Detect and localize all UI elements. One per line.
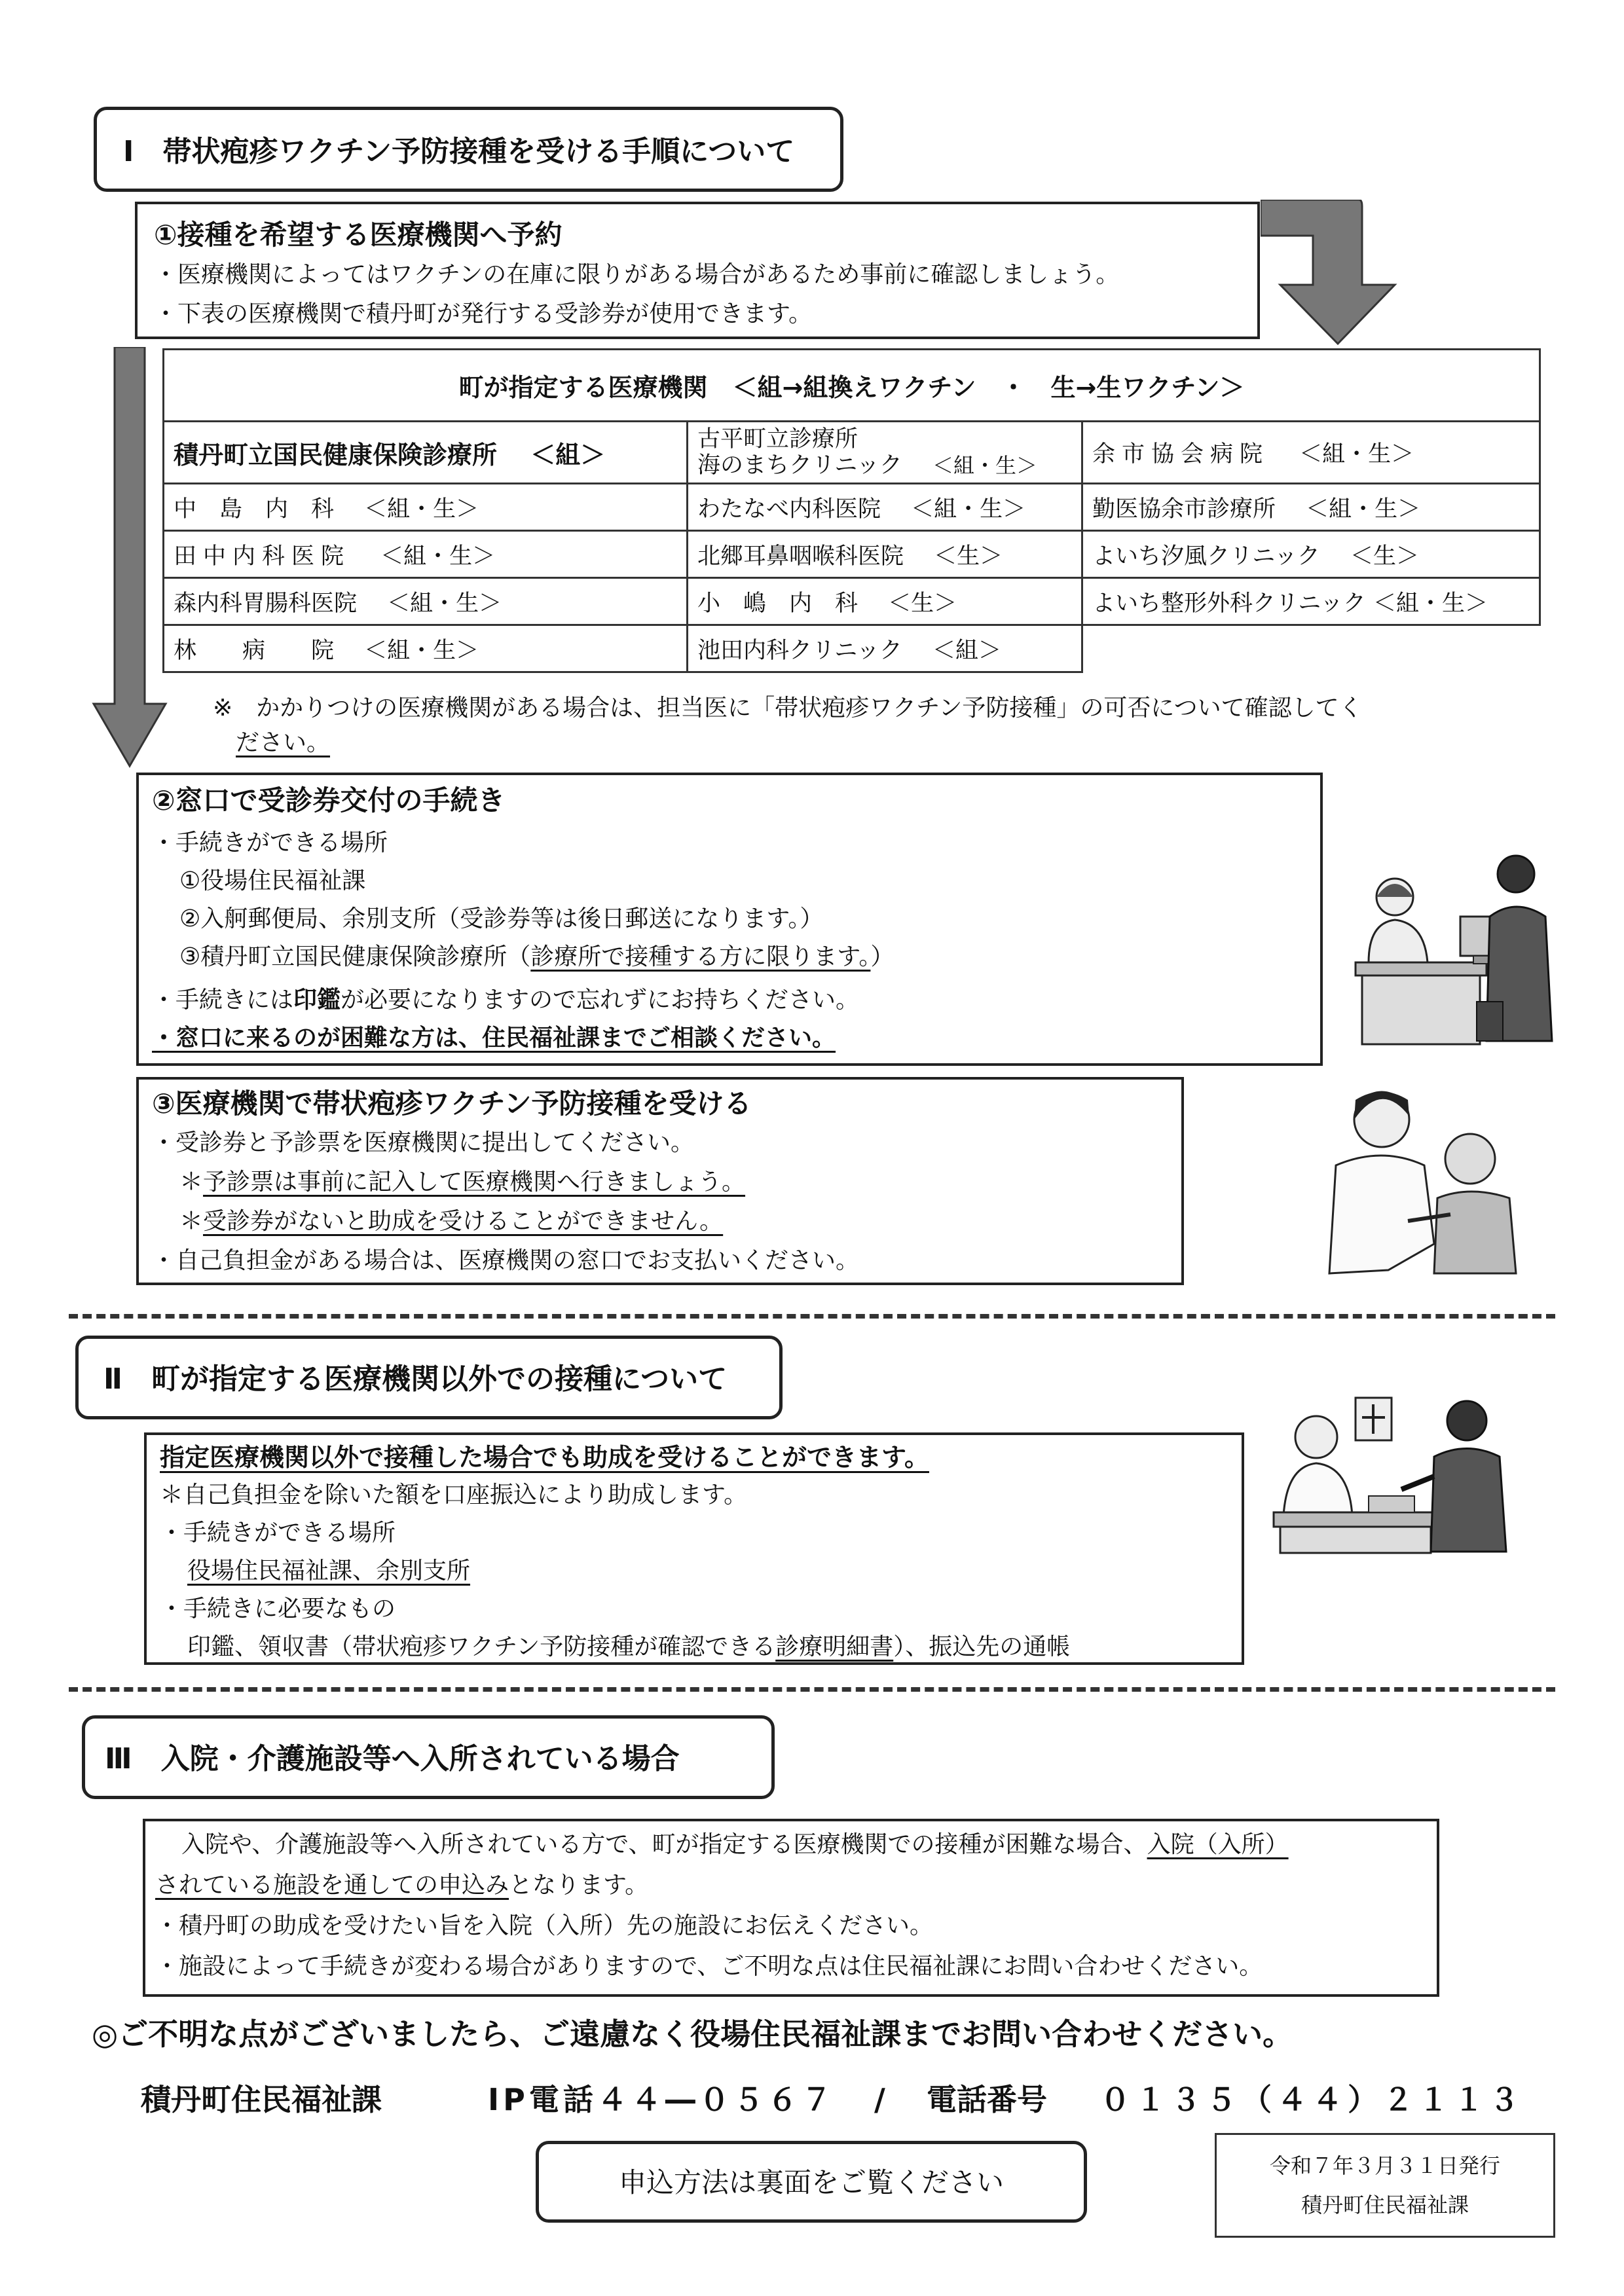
institution-name: 林 病 院 [174, 637, 335, 664]
section3-line-2b: となります。 [509, 1872, 649, 1899]
office-name: 積丹町住民福祉課 [141, 2082, 382, 2117]
vaccine-type: ＜組・生＞ [911, 496, 1026, 522]
step1-line-2: ・下表の医療機関で積丹町が発行する受診券が使用できます。 [154, 301, 813, 327]
vaccine-type: ＜生＞ [1350, 543, 1420, 570]
step3-line-2 [179, 1168, 745, 1196]
section3-line-1 [181, 1831, 1289, 1859]
table-cell [1082, 531, 1540, 578]
institution-name: 積丹町立国民健康保険診療所 [174, 440, 498, 469]
medical-institution-table [162, 348, 1539, 669]
step2-line-5b: 印鑑 [293, 987, 341, 1013]
issue-date: 令和７年３月３１日発行 [1269, 2153, 1500, 2178]
section3-line-1b: 入院（入所） [1147, 1831, 1289, 1858]
note-line-2: ださい。 [236, 729, 331, 756]
institution-name: よいち整形外科クリニック [1092, 590, 1366, 617]
vaccine-type: ＜組・生＞ [932, 453, 1038, 478]
back-page-notice: 申込方法は裏面をご覧ください [618, 2166, 1004, 2198]
step3-line-3b: 受診券がないと助成を受けることができません。 [203, 1208, 724, 1235]
section2-line-4: 役場住民福祉課、余別支所 [187, 1558, 471, 1584]
step3-line-2a: ＊ [179, 1169, 204, 1195]
step2-line-5c: が必要になりますので忘れずにお持ちください。 [341, 987, 860, 1013]
phone-number: ０１３５（４４）２１１３ [1100, 2082, 1524, 2117]
step3-line-3 [179, 1207, 723, 1235]
step2-line-6: ・窓口に来るのが困難な方は、住民福祉課までご相談ください。 [152, 1025, 836, 1051]
section2-line-6b: 診療明細書 [775, 1633, 894, 1660]
step2-line-3: ②入舸郵便局、余別支所（受診券等は後日郵送になります。） [179, 905, 824, 932]
section3-line-2 [155, 1871, 648, 1899]
institution-name: わたなべ内科医院 [697, 496, 881, 522]
table-cell [688, 531, 1082, 578]
section3-title: Ⅲ 入院・介護施設等へ入所されている場合 [105, 1742, 680, 1776]
institution-name: 田中内科医院 [174, 543, 351, 570]
step3-line-2b: 予診票は事前に記入して医療機関へ行きましょう。 [203, 1169, 746, 1195]
step2-line-4b: 診療所で接種する方に限ります。 [530, 943, 871, 970]
vaccine-type: ＜組＞ [932, 637, 1002, 664]
ip-phone: IP電話４４―０５６７ [488, 2082, 836, 2117]
section2-line-6a: 印鑑、領収書（帯状疱疹ワクチン予防接種が確認できる [187, 1633, 776, 1660]
step2-line-1: ・手続きができる場所 [152, 829, 388, 856]
section3-title-box [82, 1715, 775, 1799]
step3-line-4: ・自己負担金がある場合は、医療機関の窓口でお支払いください。 [152, 1247, 860, 1274]
step3-box [136, 1077, 1184, 1285]
section3-line-3: ・積丹町の助成を受けたい旨を入院（入所）先の施設にお伝えください。 [155, 1912, 934, 1939]
step2-line-5 [152, 986, 859, 1014]
institution-name: よいち汐風クリニック [1092, 543, 1320, 570]
table-cell [164, 625, 688, 672]
table-cell [1082, 422, 1540, 484]
separator-dashed-2 [69, 1687, 1555, 1692]
clinic-consultation-illustration [1270, 1385, 1519, 1555]
institution-name: 古平町立診療所 [697, 426, 858, 452]
section2-title-box [75, 1336, 783, 1419]
institution-name: 勤医協余市診療所 [1092, 496, 1276, 522]
note-line-1: ※ かかりつけの医療機関がある場合は、担当医に「帯状疱疹ワクチン予防接種」の可否について確認してく [213, 695, 1363, 721]
vaccine-type: ＜組・生＞ [1299, 441, 1414, 467]
section3-line-2a: されている施設を通しての申込み [155, 1872, 509, 1899]
institution-name: 海のまちクリニック [697, 452, 902, 479]
section3-box [143, 1819, 1439, 1997]
institution-name: 小 嶋 内 科 [697, 590, 858, 617]
arrow-down-right-icon [1261, 200, 1418, 350]
table-cell [688, 625, 1082, 672]
vaccine-type: ＜組・生＞ [380, 543, 496, 570]
section1-title-box [94, 107, 843, 192]
back-page-notice-box [536, 2141, 1087, 2223]
inquiry-notice: ◎ご不明な点がございましたら、ご遠慮なく役場住民福祉課までお問い合わせください。 [92, 2016, 1293, 2052]
section2-line-1: 指定医療機関以外で接種した場合でも助成を受けることができます。 [160, 1443, 929, 1472]
step2-line-4c: ） [870, 943, 895, 970]
step3-line-1: ・受診券と予診票を医療機関に提出してください。 [152, 1129, 695, 1156]
step2-line-5a: ・手続きには [152, 987, 294, 1013]
table-cell [164, 531, 688, 578]
table-cell [164, 484, 688, 531]
table-cell [164, 578, 688, 625]
issuer: 積丹町住民福祉課 [1301, 2193, 1469, 2217]
institution-name: 池田内科クリニック [697, 637, 902, 664]
vaccine-type: ＜組・生＞ [1306, 496, 1421, 522]
step2-line-4 [179, 943, 894, 971]
section2-line-6c: ）、振込先の通帳 [893, 1633, 1071, 1660]
vaccine-type: ＜組・生＞ [364, 496, 479, 522]
table-cell [164, 422, 688, 484]
section2-line-3: ・手続きができる場所 [160, 1520, 396, 1546]
section1-title: Ⅰ 帯状疱疹ワクチン予防接種を受ける手順について [123, 135, 795, 168]
institution-name: 余市協会病院 [1092, 441, 1270, 467]
step3-heading: ③医療機関で帯状疱疹ワクチン予防接種を受ける [152, 1087, 752, 1120]
table-cell [688, 484, 1082, 531]
step2-heading: ②窓口で受診券交付の手続き [152, 784, 506, 816]
vaccine-type: ＜組・生＞ [1373, 590, 1488, 617]
step3-line-3a: ＊ [179, 1208, 204, 1235]
institution-name: 中 島 内 科 [174, 496, 335, 522]
table-cell [1082, 484, 1540, 531]
section2-line-2: ＊自己負担金を除いた額を口座振込により助成します。 [160, 1482, 748, 1508]
step2-box [136, 773, 1323, 1066]
reception-desk-illustration [1349, 851, 1565, 1048]
vaccine-type: ＜生＞ [888, 590, 957, 617]
step2-line-4a: ③積丹町立国民健康保険診療所（ [179, 943, 531, 970]
phone-separator: / [874, 2082, 885, 2117]
section3-line-1a: 入院や、介護施設等へ入所されている方で、町が指定する医療機関での接種が困難な場合、 [181, 1831, 1147, 1858]
table-cell [688, 578, 1082, 625]
section3-line-4: ・施設によって手続きが変わる場合がありますので、ご不明な点は住民福祉課にお問い合わせください。 [155, 1953, 1263, 1980]
institution-name: 北郷耳鼻咽喉科医院 [697, 543, 904, 570]
vaccine-type: ＜組・生＞ [387, 590, 502, 617]
section2-line-5: ・手続きに必要なもの [160, 1595, 396, 1622]
section2-box [144, 1432, 1244, 1665]
vaccination-illustration [1310, 1080, 1519, 1277]
vaccine-type: ＜組＞ [530, 440, 606, 469]
phone-label: 電話番号 [927, 2082, 1047, 2117]
step1-box [135, 202, 1260, 339]
step1-heading: ①接種を希望する医療機関へ予約 [154, 219, 563, 251]
table-header: 町が指定する医療機関 ＜組→組換えワクチン ・ 生→生ワクチン＞ [164, 350, 1540, 422]
vaccine-type: ＜生＞ [934, 543, 1003, 570]
table-cell [688, 422, 1082, 484]
table-cell-empty [1082, 625, 1540, 672]
table-cell [1082, 578, 1540, 625]
step1-line-1: ・医療機関によってはワクチンの在庫に限りがある場合があるため事前に確認しましょう。 [154, 261, 1120, 288]
institution-name: 森内科胃腸科医院 [174, 590, 358, 617]
arrow-down-icon [90, 347, 169, 769]
separator-dashed-1 [69, 1314, 1555, 1319]
vaccine-type: ＜組・生＞ [364, 637, 479, 664]
issue-info-box [1215, 2133, 1555, 2238]
section2-line-6 [187, 1633, 1070, 1661]
step2-line-2: ①役場住民福祉課 [179, 867, 366, 894]
section2-title: Ⅱ 町が指定する医療機関以外での接種について [103, 1362, 728, 1396]
